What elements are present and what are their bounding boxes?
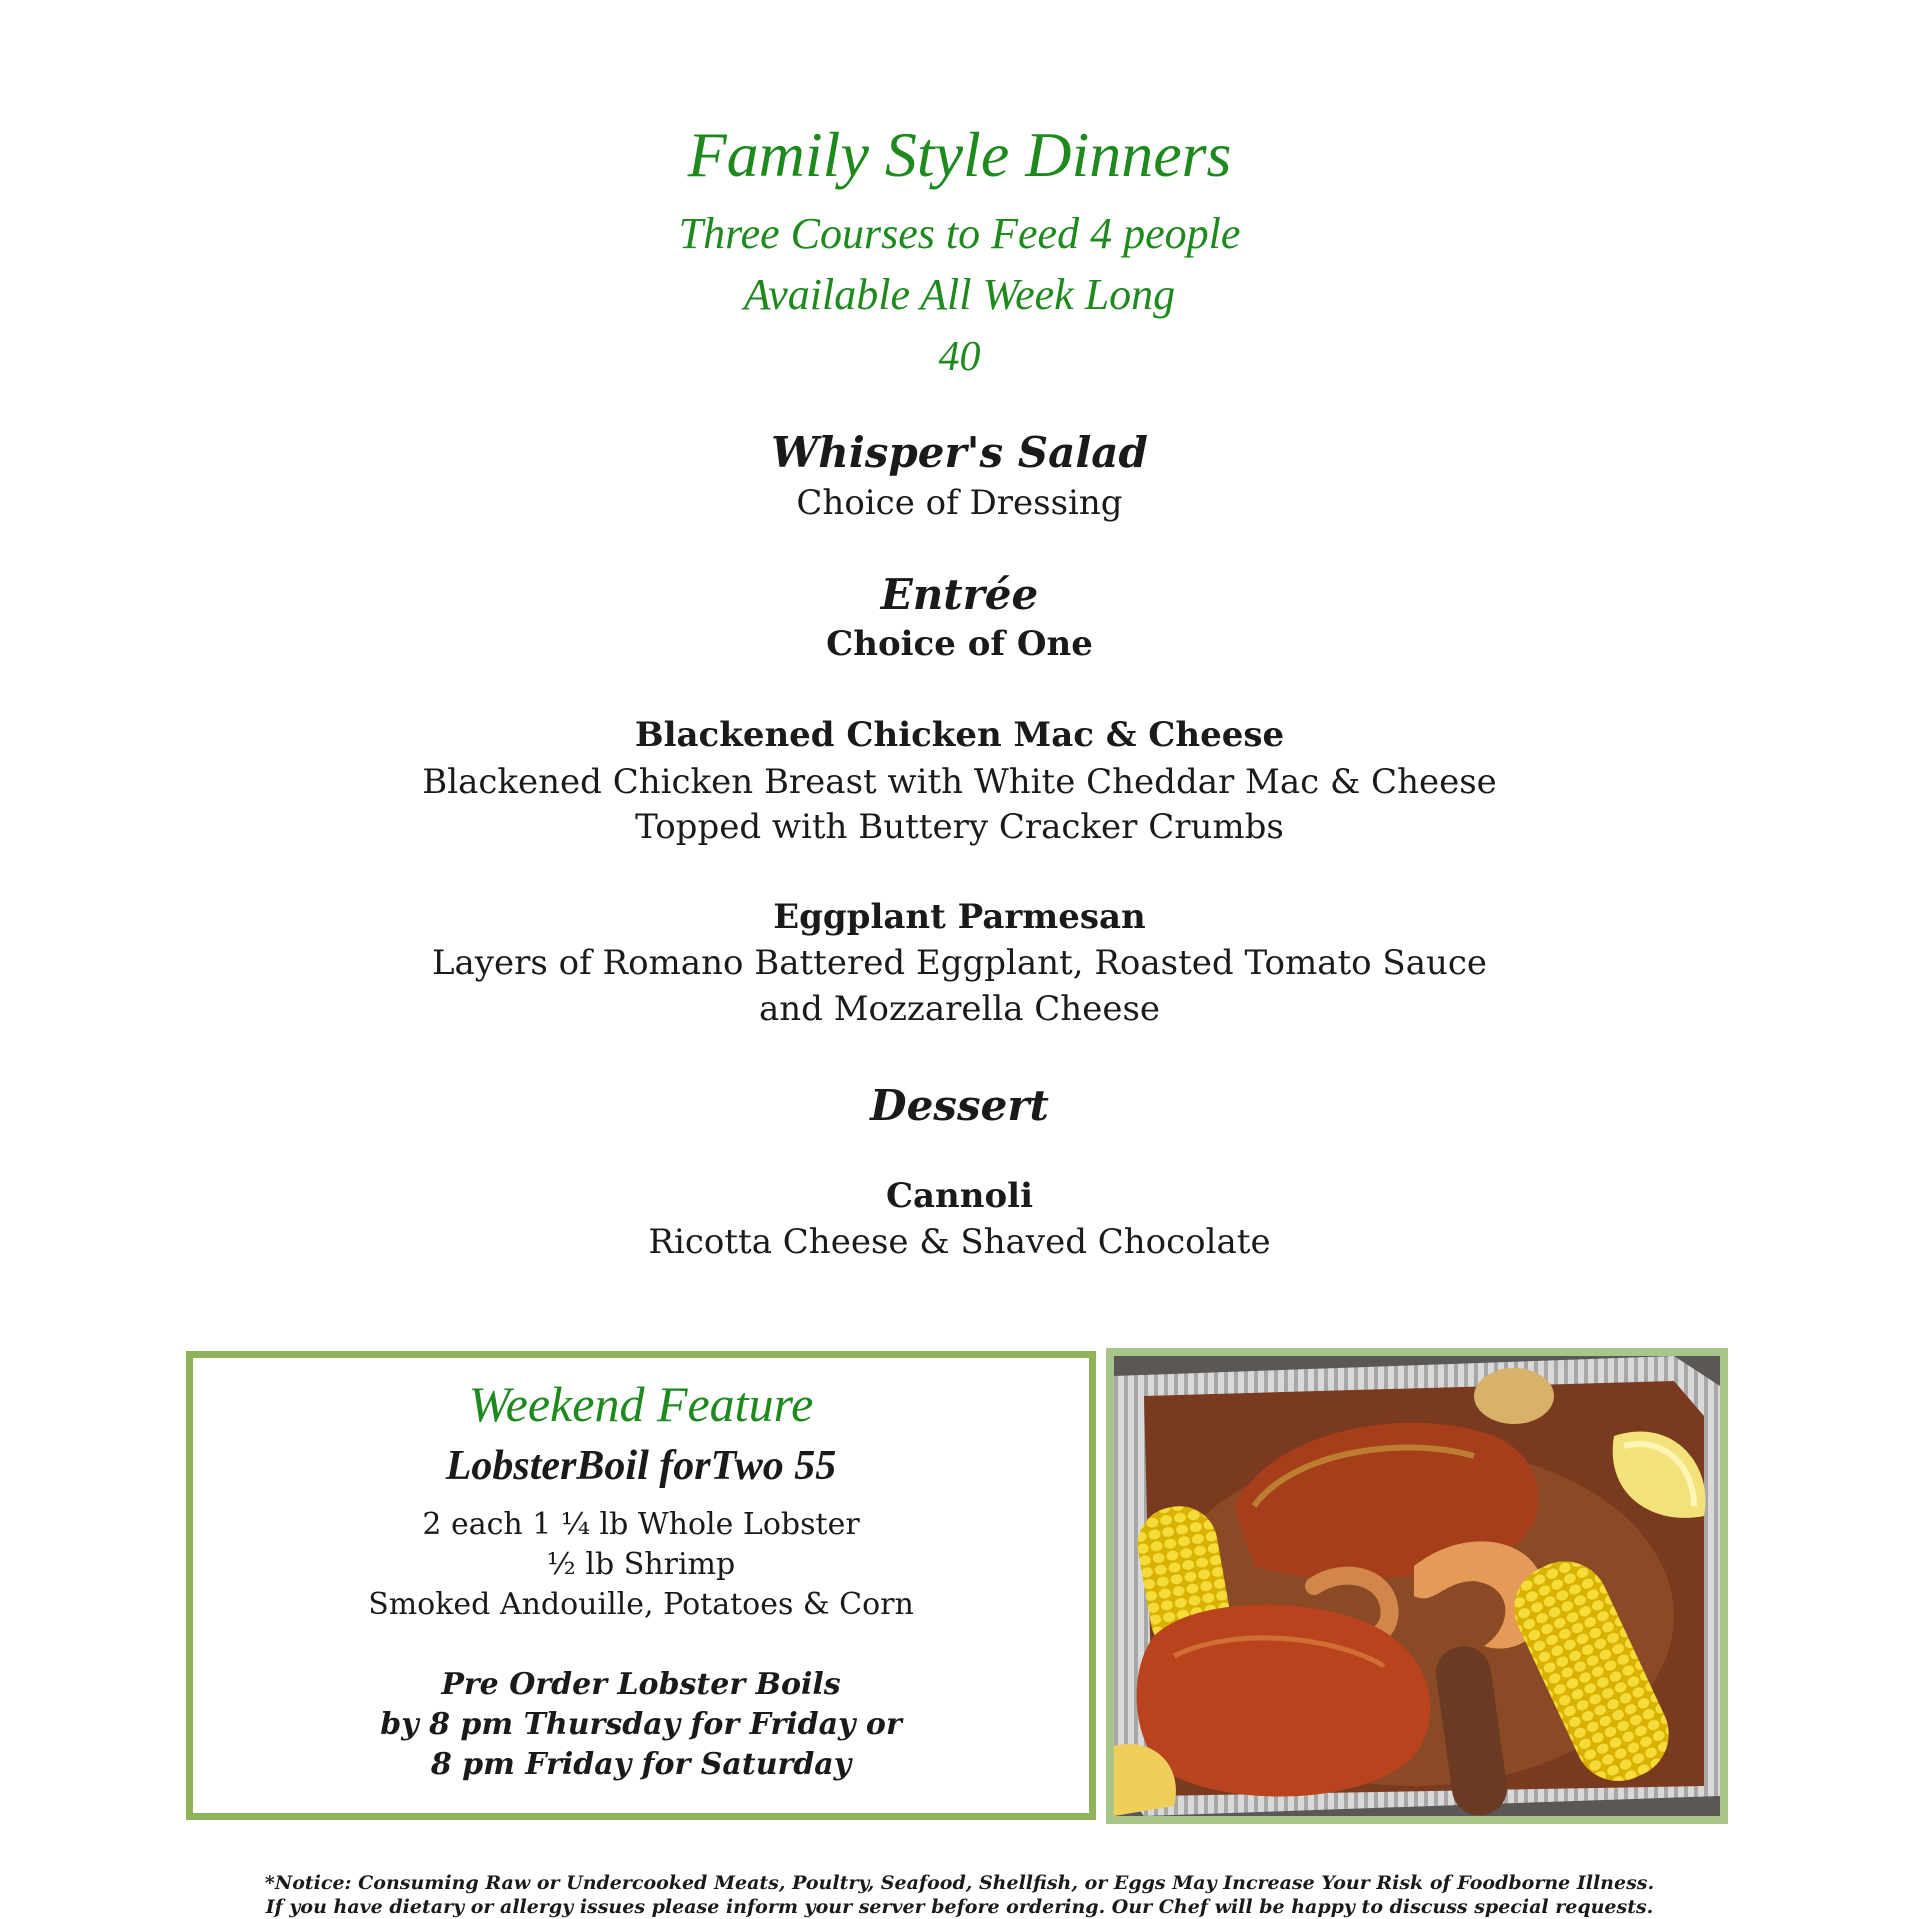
feature-title: LobsterBoil forTwo 55	[445, 1443, 837, 1489]
entree-item-1-desc: Topped with Buttery Cracker Crumbs	[635, 807, 1284, 847]
entree-heading: Entrée	[880, 570, 1039, 619]
subtitle-availability: Available All Week Long	[743, 270, 1176, 319]
salad-name: Whisper's Salad	[771, 428, 1148, 477]
lobster-boil-photo	[1106, 1348, 1728, 1824]
lobster-boil-image	[1114, 1356, 1720, 1816]
price: 40	[938, 334, 981, 380]
preorder-note: Pre Order Lobster Boils	[441, 1667, 841, 1702]
dessert-heading: Dessert	[870, 1081, 1049, 1130]
entree-item-2-name: Eggplant Parmesan	[773, 897, 1146, 937]
entree-item-1-desc: Blackened Chicken Breast with White Cheddar Mac & Cheese	[422, 762, 1497, 802]
dietary-notice: If you have dietary or allergy issues please inform your server before ordering. Our Chef will be happy to discuss special requests.	[265, 1896, 1654, 1918]
feature-line: ½ lb Shrimp	[546, 1547, 736, 1582]
preorder-note: 8 pm Friday for Saturday	[430, 1747, 852, 1782]
preorder-note: by 8 pm Thursday for Friday or	[380, 1707, 902, 1742]
entree-subheading: Choice of One	[826, 624, 1093, 664]
entree-item-1-name: Blackened Chicken Mac & Cheese	[634, 715, 1285, 755]
entree-item-2-desc: and Mozzarella Cheese	[758, 989, 1161, 1029]
feature-heading: Weekend Feature	[468, 1376, 814, 1432]
weekend-feature-box	[186, 1351, 1096, 1820]
foodborne-illness-notice: *Notice: Consuming Raw or Undercooked Meats, Poultry, Seafood, Shellfish, or Eggs May Increase Your Risk of Foodborne Illness.	[264, 1872, 1655, 1894]
feature-line: 2 each 1 ¼ lb Whole Lobster	[422, 1507, 860, 1542]
subtitle-courses: Three Courses to Feed 4 people	[678, 209, 1241, 258]
feature-line: Smoked Andouille, Potatoes & Corn	[368, 1587, 914, 1622]
dessert-item-desc: Ricotta Cheese & Shaved Chocolate	[648, 1222, 1271, 1262]
salad-desc: Choice of Dressing	[796, 483, 1123, 523]
entree-item-2-desc: Layers of Romano Battered Eggplant, Roasted Tomato Sauce	[431, 943, 1488, 983]
page-title: Family Style Dinners	[687, 119, 1232, 190]
dessert-item-name: Cannoli	[885, 1176, 1034, 1216]
